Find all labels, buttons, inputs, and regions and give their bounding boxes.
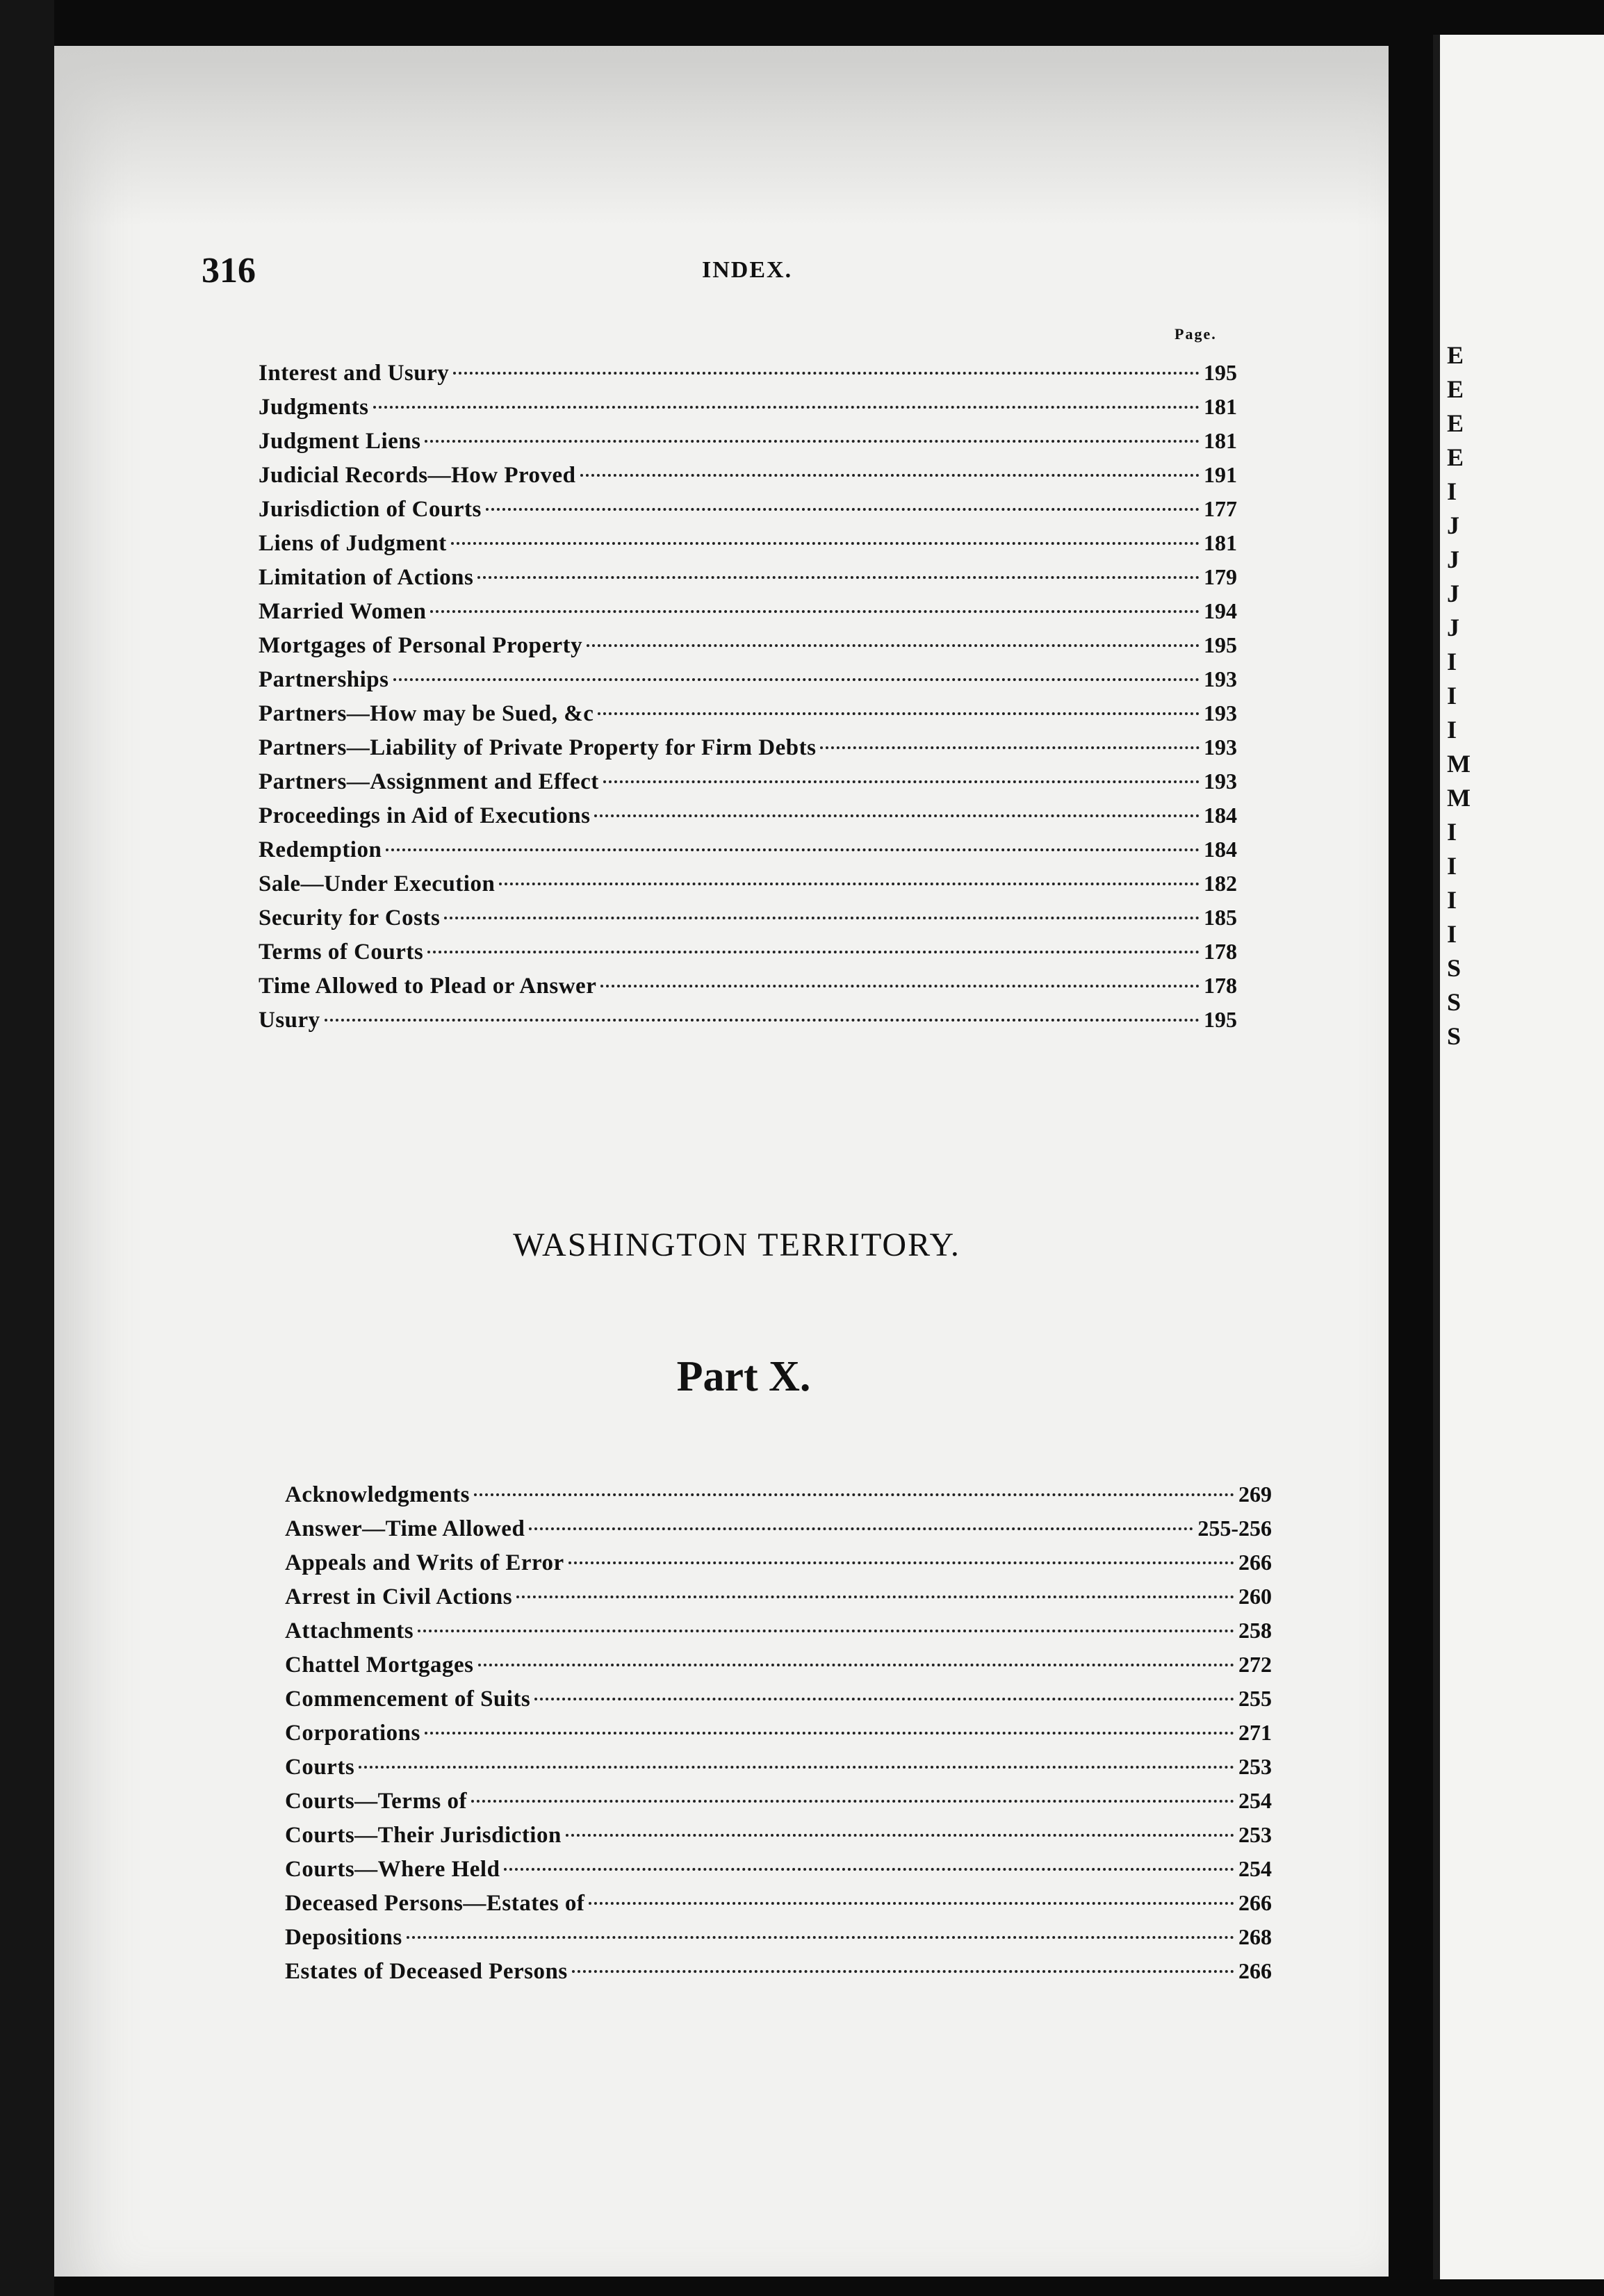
index-entry bbox=[259, 428, 1237, 462]
dot-leader bbox=[478, 1664, 1234, 1666]
adjacent-page-edge bbox=[1433, 35, 1604, 2279]
index-entry bbox=[259, 837, 1237, 871]
index-entry-page: 185 bbox=[1204, 905, 1237, 930]
index-entry bbox=[259, 871, 1237, 905]
index-entry-label: Usury bbox=[259, 1008, 320, 1033]
index-entry-page: 181 bbox=[1204, 530, 1237, 555]
index-entry-label: Arrest in Civil Actions bbox=[285, 1584, 513, 1609]
index-entry-label: Attachments bbox=[285, 1618, 414, 1643]
dot-leader bbox=[499, 883, 1200, 885]
index-entry-label: Courts—Where Held bbox=[285, 1857, 500, 1882]
index-entry-label: Commencement of Suits bbox=[285, 1687, 531, 1712]
index-entry-page: 193 bbox=[1204, 700, 1237, 725]
dot-leader bbox=[820, 746, 1200, 749]
index-entry-label: Judgment Liens bbox=[259, 429, 421, 454]
index-entry bbox=[259, 666, 1237, 700]
index-entry bbox=[285, 1788, 1272, 1822]
index-entry-label: Judgments bbox=[259, 395, 369, 420]
adjacent-page-letter: I bbox=[1447, 920, 1457, 948]
index-entry-label: Depositions bbox=[285, 1925, 402, 1950]
index-entry bbox=[285, 1856, 1272, 1890]
adjacent-page-letter: I bbox=[1447, 648, 1457, 675]
dot-leader bbox=[534, 1698, 1234, 1700]
index-entry bbox=[259, 905, 1237, 939]
index-entry-label: Time Allowed to Plead or Answer bbox=[259, 974, 597, 999]
adjacent-page-letter: M bbox=[1447, 784, 1471, 812]
index-entry-label: Partners—Assignment and Effect bbox=[259, 769, 599, 794]
adjacent-page-letter: I bbox=[1447, 818, 1457, 846]
index-entry bbox=[259, 530, 1237, 564]
index-entry-label: Courts—Terms of bbox=[285, 1789, 468, 1814]
adjacent-page-letter: S bbox=[1447, 954, 1462, 982]
index-entry-page: 268 bbox=[1238, 1924, 1272, 1949]
dot-leader bbox=[425, 440, 1200, 443]
index-entry bbox=[285, 1482, 1272, 1516]
index-entry bbox=[285, 1652, 1272, 1686]
dot-leader bbox=[418, 1630, 1234, 1632]
index-entry-label: Answer—Time Allowed bbox=[285, 1516, 525, 1541]
index-entry-label: Partners—Liability of Private Property for Firm Debts bbox=[259, 735, 817, 760]
binding-edge bbox=[0, 0, 54, 2296]
running-head: INDEX. bbox=[702, 257, 793, 283]
adjacent-page-letter: E bbox=[1447, 375, 1464, 403]
index-entry-label: Courts bbox=[285, 1755, 355, 1780]
index-entry-label: Limitation of Actions bbox=[259, 565, 474, 590]
index-entry-page: 179 bbox=[1204, 564, 1237, 589]
index-entry-page: 195 bbox=[1204, 632, 1237, 657]
index-entry-page: 191 bbox=[1204, 462, 1237, 487]
index-entry bbox=[259, 360, 1237, 394]
page-header bbox=[202, 250, 1272, 292]
dot-leader bbox=[504, 1868, 1234, 1871]
adjacent-page-letter: I bbox=[1447, 716, 1457, 744]
index-entry-label: Sale—Under Execution bbox=[259, 871, 496, 896]
index-entry-page: 182 bbox=[1204, 871, 1237, 896]
index-entry bbox=[259, 598, 1237, 632]
index-entry-label: Estates of Deceased Persons bbox=[285, 1959, 568, 1984]
dot-leader bbox=[603, 780, 1200, 783]
index-entry-label: Jurisdiction of Courts bbox=[259, 497, 482, 522]
dot-leader bbox=[580, 474, 1200, 477]
index-entry-page: 178 bbox=[1204, 973, 1237, 998]
index-entry-page: 255-256 bbox=[1197, 1516, 1272, 1541]
adjacent-page-letter: M bbox=[1447, 750, 1471, 778]
index-entry bbox=[285, 1924, 1272, 1958]
index-entry-page: 177 bbox=[1204, 496, 1237, 521]
index-entry bbox=[285, 1584, 1272, 1618]
dot-leader bbox=[572, 1970, 1234, 1973]
dot-leader bbox=[598, 712, 1200, 715]
dot-leader bbox=[486, 508, 1200, 511]
adjacent-page-letter: S bbox=[1447, 988, 1462, 1016]
dot-leader bbox=[516, 1596, 1234, 1598]
section-title: WASHINGTON TERRITORY. bbox=[513, 1227, 960, 1263]
dot-leader bbox=[477, 576, 1200, 579]
index-entry-page: 266 bbox=[1238, 1890, 1272, 1915]
index-entry bbox=[285, 1550, 1272, 1584]
index-entry-page: 184 bbox=[1204, 803, 1237, 828]
index-entry-label: Married Women bbox=[259, 599, 427, 624]
dot-leader bbox=[600, 985, 1200, 987]
index-entry-label: Corporations bbox=[285, 1721, 420, 1746]
dot-leader bbox=[386, 848, 1200, 851]
index-entry bbox=[285, 1890, 1272, 1924]
index-entry-page: 272 bbox=[1238, 1652, 1272, 1677]
adjacent-page-letter: I bbox=[1447, 682, 1457, 710]
index-entry-page: 193 bbox=[1204, 666, 1237, 691]
dot-leader bbox=[474, 1493, 1234, 1496]
index-entry bbox=[285, 1686, 1272, 1720]
index-entry-label: Liens of Judgment bbox=[259, 531, 447, 556]
page-shading bbox=[54, 46, 1389, 227]
index-entry-label: Deceased Persons—Estates of bbox=[285, 1891, 585, 1916]
index-entry-label: Terms of Courts bbox=[259, 940, 424, 965]
dot-leader bbox=[427, 951, 1200, 953]
index-entry-label: Interest and Usury bbox=[259, 361, 450, 386]
adjacent-page-letter: I bbox=[1447, 886, 1457, 914]
dot-leader bbox=[568, 1561, 1234, 1564]
index-entry-page: 255 bbox=[1238, 1686, 1272, 1711]
index-entry bbox=[259, 564, 1237, 598]
dot-leader bbox=[359, 1766, 1234, 1769]
index-entry bbox=[285, 1958, 1272, 1992]
dot-leader bbox=[393, 678, 1200, 681]
index-entry bbox=[285, 1754, 1272, 1788]
index-entry bbox=[259, 803, 1237, 837]
dot-leader bbox=[373, 406, 1200, 409]
index-entry bbox=[285, 1720, 1272, 1754]
index-entry-label: Appeals and Writs of Error bbox=[285, 1550, 564, 1575]
index-list-section-2 bbox=[285, 1482, 1272, 1992]
index-entry-page: 266 bbox=[1238, 1550, 1272, 1575]
index-entry bbox=[259, 973, 1237, 1007]
part-word: Part bbox=[676, 1353, 758, 1400]
dot-leader bbox=[325, 1019, 1200, 1022]
index-entry bbox=[259, 769, 1237, 803]
index-entry-label: Acknowledgments bbox=[285, 1482, 470, 1507]
index-entry-page: 178 bbox=[1204, 939, 1237, 964]
dot-leader bbox=[589, 1902, 1234, 1905]
index-entry-page: 253 bbox=[1238, 1754, 1272, 1779]
page-column-label: Page. bbox=[1175, 325, 1217, 343]
adjacent-page-letter: E bbox=[1447, 443, 1464, 471]
dot-leader bbox=[451, 542, 1200, 545]
index-entry bbox=[259, 496, 1237, 530]
index-entry-page: 184 bbox=[1204, 837, 1237, 862]
index-entry bbox=[259, 735, 1237, 769]
adjacent-page-letter: J bbox=[1447, 546, 1459, 573]
index-entry bbox=[259, 632, 1237, 666]
index-entry-page: 269 bbox=[1238, 1482, 1272, 1507]
dot-leader bbox=[430, 610, 1200, 613]
dot-leader bbox=[425, 1732, 1234, 1735]
index-entry-label: Security for Costs bbox=[259, 905, 441, 930]
adjacent-page-letter: I bbox=[1447, 477, 1457, 505]
index-entry-page: 254 bbox=[1238, 1856, 1272, 1881]
adjacent-page-letter: J bbox=[1447, 580, 1459, 607]
index-entry-page: 193 bbox=[1204, 735, 1237, 760]
dot-leader bbox=[594, 814, 1200, 817]
dot-leader bbox=[471, 1800, 1234, 1803]
index-entry bbox=[259, 700, 1237, 735]
part-number: X. bbox=[769, 1353, 811, 1400]
dot-leader bbox=[453, 372, 1200, 375]
dot-leader bbox=[587, 644, 1200, 647]
adjacent-page-letter: I bbox=[1447, 852, 1457, 880]
index-entry-page: 253 bbox=[1238, 1822, 1272, 1847]
adjacent-page-letter: E bbox=[1447, 409, 1464, 437]
index-entry bbox=[259, 462, 1237, 496]
adjacent-page-letter: S bbox=[1447, 1022, 1462, 1050]
index-entry-page: 181 bbox=[1204, 394, 1237, 419]
index-entry-label: Partners—How may be Sued, &c bbox=[259, 701, 594, 726]
index-entry bbox=[285, 1822, 1272, 1856]
index-list-section-1 bbox=[259, 360, 1237, 1041]
page-number: 316 bbox=[202, 251, 256, 290]
index-entry bbox=[259, 1007, 1237, 1041]
index-entry-page: 266 bbox=[1238, 1958, 1272, 1983]
index-entry-page: 271 bbox=[1238, 1720, 1272, 1745]
index-entry-page: 254 bbox=[1238, 1788, 1272, 1813]
dot-leader bbox=[529, 1527, 1193, 1530]
index-entry-label: Partnerships bbox=[259, 667, 389, 692]
index-entry bbox=[259, 394, 1237, 428]
index-entry bbox=[285, 1516, 1272, 1550]
adjacent-page-letter: J bbox=[1447, 614, 1459, 641]
index-entry-label: Chattel Mortgages bbox=[285, 1653, 474, 1678]
adjacent-page-letter: J bbox=[1447, 511, 1459, 539]
index-entry-page: 193 bbox=[1204, 769, 1237, 794]
index-entry-label: Proceedings in Aid of Executions bbox=[259, 803, 591, 828]
dot-leader bbox=[407, 1936, 1234, 1939]
index-entry-page: 195 bbox=[1204, 360, 1237, 385]
index-entry-label: Mortgages of Personal Property bbox=[259, 633, 583, 658]
dot-leader bbox=[566, 1834, 1234, 1837]
index-entry-page: 194 bbox=[1204, 598, 1237, 623]
adjacent-page-letter: E bbox=[1447, 341, 1464, 369]
index-entry-page: 258 bbox=[1238, 1618, 1272, 1643]
dot-leader bbox=[444, 917, 1200, 919]
index-entry-page: 260 bbox=[1238, 1584, 1272, 1609]
part-heading bbox=[202, 1352, 1286, 1402]
index-entry-label: Redemption bbox=[259, 837, 382, 862]
index-entry bbox=[285, 1618, 1272, 1652]
index-entry-page: 181 bbox=[1204, 428, 1237, 453]
index-entry-label: Courts—Their Jurisdiction bbox=[285, 1823, 562, 1848]
index-entry bbox=[259, 939, 1237, 973]
index-entry-page: 195 bbox=[1204, 1007, 1237, 1032]
index-entry-label: Judicial Records—How Proved bbox=[259, 463, 576, 488]
